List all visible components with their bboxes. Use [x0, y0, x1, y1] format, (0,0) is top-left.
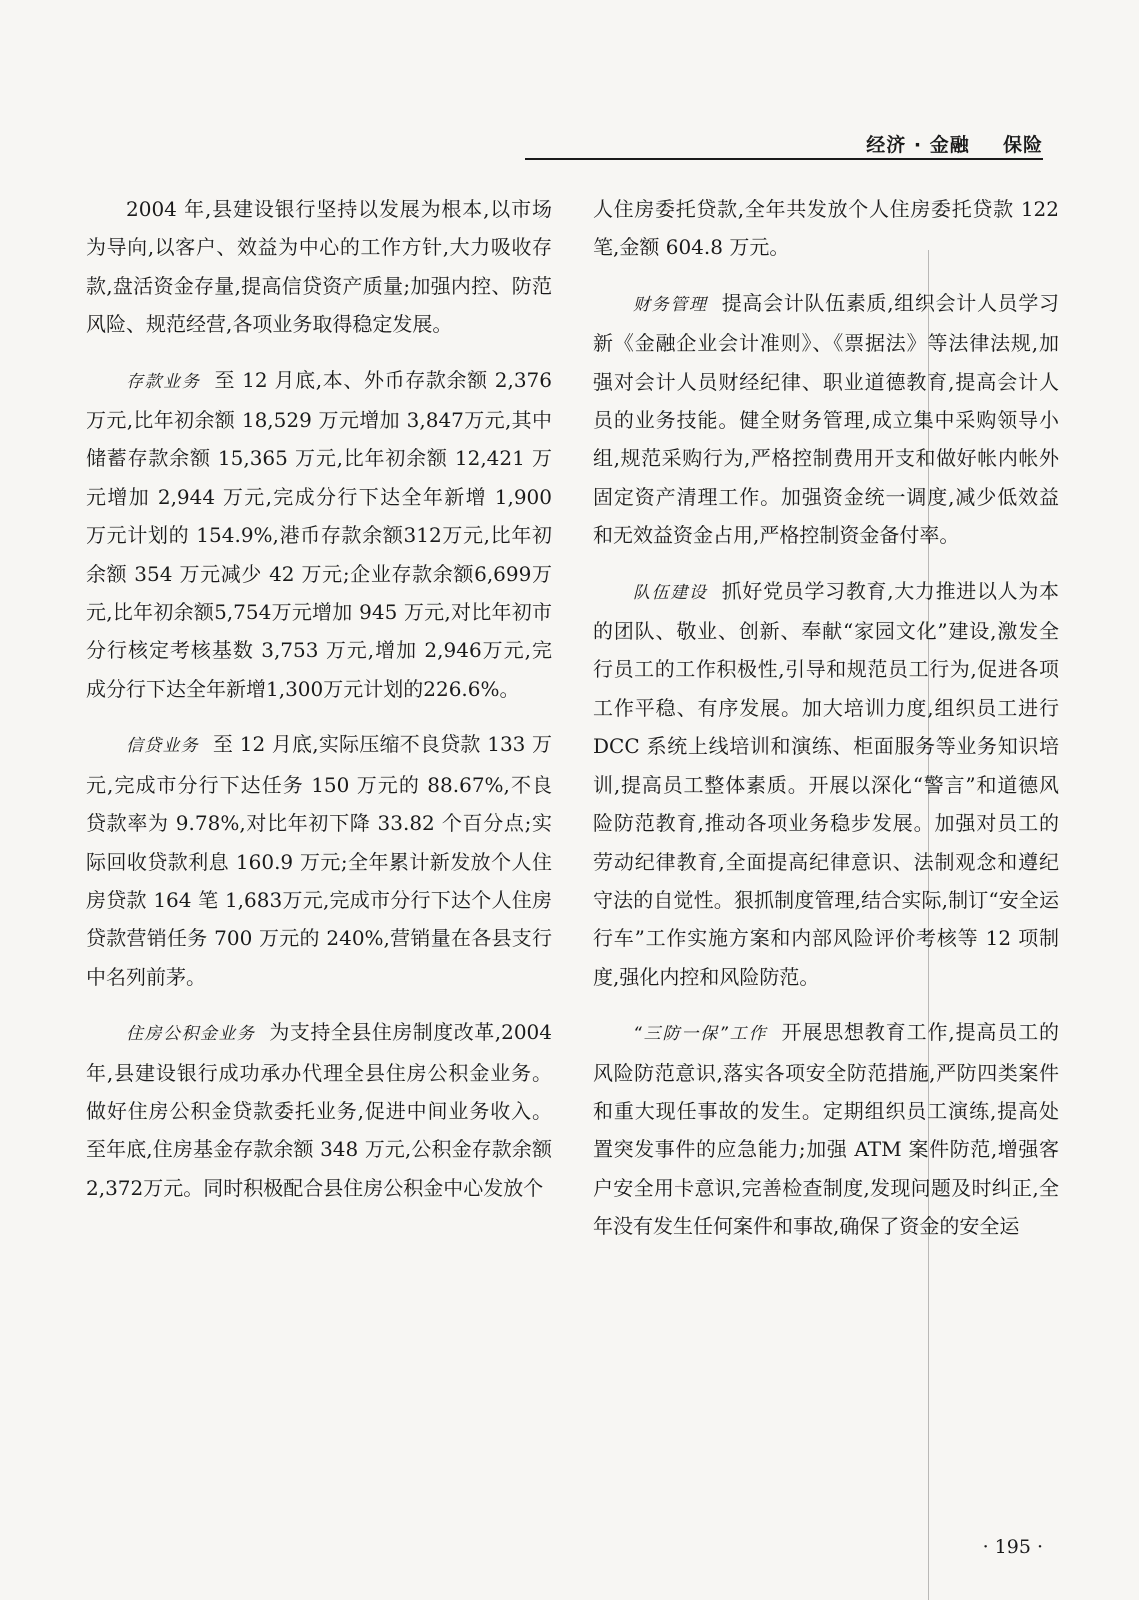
section-main: 金融: [929, 134, 970, 156]
team-paragraph: [593, 572, 1059, 996]
section-dot: ·: [913, 134, 923, 156]
credit-lead: 信贷业务: [126, 736, 199, 757]
security-lead: “三防一保”工作: [633, 1024, 768, 1045]
right-column: [593, 190, 1059, 1263]
finance-text: 提高会计队伍素质,组织会计人员学习新《金融企业会计准则》、《票据法》等法律法规,加强对会计人员财经纪律、职业道德教育,提高会计人员的业务技能。健全财务管理,成立集中采购领导小组,规范采购行为,严格控制费用开支和做好帐内帐外固定资产清理工作。加强资金统一调度,减少低效益和无效益资金占用,严格控制资金备付率。: [593, 290, 1060, 548]
housing-fund-lead: 住房公积金业务: [126, 1024, 256, 1045]
section-sub: 保险: [1002, 134, 1043, 156]
section-prefix: 经济: [866, 134, 907, 156]
credit-text: 至 12 月底,实际压缩不良贷款 133 万元,完成市分行下达任务 150 万元的 88.67%,不良贷款率为 9.78%,对比年初下降 33.82 个百分点;实际回收贷款利息 160.9 万元;全年累计新发放个人住房贷款 164 笔 1,683万元,完成市分行下达个人住房贷款营销任务 700 万元的 240%,营销量在各县支行中名列前茅。: [86, 732, 552, 989]
finance-lead: 财务管理: [633, 294, 708, 315]
housing-fund-text: 为支持全县住房制度改革,2004 年,县建设银行成功承办代理全县住房公积金业务。做好住房公积金贷款委托业务,促进中间业务收入。至年底,住房基金存款余额 348 万元,公积金存款余额2,372万元。同时积极配合县住房公积金中心发放个: [86, 1020, 552, 1200]
team-lead: 队伍建设: [633, 582, 708, 603]
security-paragraph: [593, 1013, 1059, 1245]
housing-fund-paragraph: [86, 1013, 552, 1207]
deposit-lead: 存款业务: [126, 371, 201, 392]
finance-paragraph: [593, 284, 1059, 555]
deposit-text: 至 12 月底,本、外币存款余额 2,376 万元,比年初余额 18,529 万元增加 3,847万元,其中储蓄存款余额 15,365 万元,比年初余额 12,421 万元增加 2,944 万元,完成分行下达全年新增 1,900 万元计划的 154.9%,港币存款余额312万元,比年初余额 354 万元减少 42 万元;企业存款余额6,699万元,比年初余额5,754万元增加 945 万元,对比年初市分行核定考核基数 3,753 万元,增加 2,946万元,完成分行下达全年新增1,300万元计划的226.6%。: [86, 367, 552, 701]
intro-paragraph: 2004 年,县建设银行坚持以发展为根本,以市场为导向,以客户、效益为中心的工作方针,大力吸收存款,盘活资金存量,提高信贷资产质量;加强内控、防范风险、规范经营,各项业务取得稳定发展。: [86, 197, 552, 337]
page-number: · 195 ·: [982, 1536, 1043, 1558]
running-header: [525, 130, 1043, 160]
header-rule: [525, 158, 1043, 160]
team-text: 抓好党员学习教育,大力推进以人为本的团队、敬业、创新、奉献“家园文化”建设,激发全行员工的工作积极性,引导和规范员工行为,促进各项工作平稳、有序发展。加大培训力度,组织员工进行 DCC 系统上线培训和演练、柜面服务等业务知识培训,提高员工整体素质。开展以深化“警言”和道德风险防范教育,推动各项业务稳步发展。加强对员工的劳动纪律教育,全面提高纪律意识、法制观念和遵纪守法的自觉性。狠抓制度管理,结合实际,制订“安全运行车”工作实施方案和内部风险评价考核等 12 项制度,强化内控和风险防范。: [593, 578, 1060, 989]
housing-fund-continuation: 人住房委托贷款,全年共发放个人住房委托贷款 122 笔,金额 604.8 万元。: [593, 197, 1059, 260]
deposit-paragraph: [86, 361, 552, 709]
security-text: 开展思想教育工作,提高员工的风险防范意识,落实各项安全防范措施,严防四类案件和重大现任事故的发生。定期组织员工演练,提高处置突发事件的应急能力;加强 ATM 案件防范,增强客户安全用卡意识,完善检查制度,发现问题及时纠正,全年没有发生任何案件和事故,确保了资金的安全运: [593, 1020, 1059, 1239]
left-column: [86, 190, 552, 1224]
credit-paragraph: [86, 725, 552, 996]
